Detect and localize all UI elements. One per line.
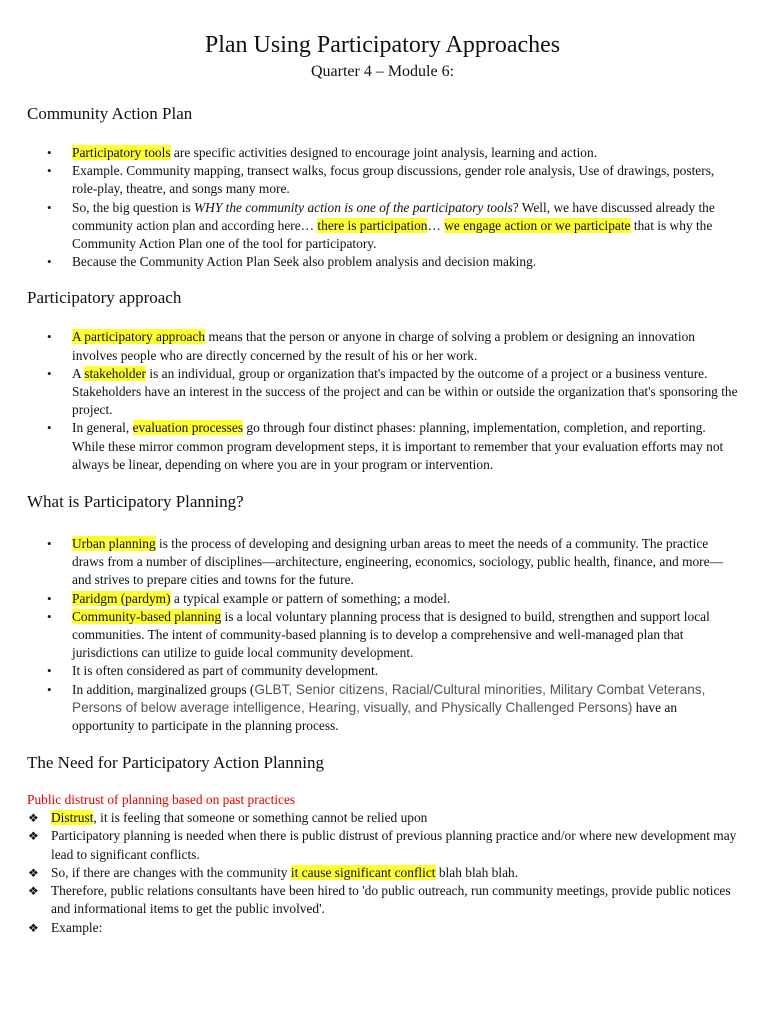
page-subtitle: Quarter 4 – Module 6: xyxy=(310,63,455,80)
diamond-bullet-icon: ❖ xyxy=(28,829,39,844)
highlighted-term: Participatory tools xyxy=(72,145,171,160)
diamond-bullet-icon: ❖ xyxy=(28,811,39,826)
list-item: • A stakeholder is an individual, group or organization that's impacted by the outcome of a project or a business venture. Stakeholders have an interest in the success of the project and can be within or outside the organization that's sponsoring the project. xyxy=(47,365,738,418)
list-item: • A participatory approach means that the person or anyone in charge of solving a problem or designing an innovation involves people who are directly concerned by the result of his or her work. xyxy=(47,329,695,363)
highlighted-term: A participatory approach xyxy=(72,329,206,345)
participatory-approach-list xyxy=(27,328,738,474)
bullet-dot-icon: • xyxy=(47,681,52,697)
list-item: • It is often considered as part of community development. xyxy=(27,662,738,680)
bullet-dot-icon: • xyxy=(47,536,52,552)
red-subheading: Public distrust of planning based on past practices xyxy=(27,792,296,808)
bullet-dot-icon: • xyxy=(47,199,52,215)
list-item: ❖ Distrust, it is feeling that someone or something cannot be relied upon xyxy=(27,809,738,827)
list-item: ❖ Therefore, public relations consultants have been hired to 'do public outreach, run community meetings, provide public notices and informational items to get the public involved'. xyxy=(28,883,731,917)
list-item: • Community-based planning is a local voluntary planning process that is designed to build, strengthen and support local communities. The intent of community-based planning is to develop a comprehensive and well-managed plan that jurisdictions can utilize to guide local community development. xyxy=(47,608,710,661)
participatory-planning-list xyxy=(27,535,738,735)
list-item: ❖ Example: xyxy=(27,919,738,937)
list-item: • Example. Community mapping, transect walks, focus group discussions, gender role analysis, Use of drawings, posters, role-play, theatre, and songs many more. xyxy=(47,163,715,197)
bullet-dot-icon: • xyxy=(47,329,52,345)
list-item: • In general, evaluation processes go through four distinct phases: planning, implementation, completion, and reporting. While these mirror common program development steps, it is important to remember that your evaluation efforts may not always be linear, depending on where you are in your program or intervention. xyxy=(47,420,724,472)
bullet-dot-icon: • xyxy=(47,420,52,436)
need-list xyxy=(27,809,738,936)
diamond-bullet-icon: ❖ xyxy=(28,865,39,880)
bullet-dot-icon: • xyxy=(47,590,52,606)
community-action-plan-list xyxy=(27,144,738,271)
list-item: • In addition, marginalized groups (GLBT, Senior citizens, Racial/Cultural minorities, Military Combat Veterans, Persons of below average intelligence, Hearing, visually, and Physically Challenged Persons) have an opportunity to participate in the planning process. xyxy=(47,681,706,734)
bullet-dot-icon: • xyxy=(47,163,52,179)
highlighted-term: there is participation xyxy=(317,217,428,233)
list-item: • Participatory tools are specific activities designed to encourage joint analysis, learning and action. xyxy=(27,144,738,162)
highlighted-term: Urban planning xyxy=(72,536,156,552)
bullet-dot-icon: • xyxy=(47,663,52,679)
bullet-dot-icon: • xyxy=(47,365,52,381)
list-item: ❖ So, if there are changes with the community it cause significant conflict blah blah blah. xyxy=(27,864,738,882)
diamond-bullet-icon: ❖ xyxy=(28,920,39,935)
list-item: ❖ Participatory planning is needed when there is public distrust of previous planning practice and/or where new development may lead to significant conflicts. xyxy=(28,828,737,862)
section-heading-community-action-plan: Community Action Plan xyxy=(27,104,193,123)
list-item: • So, the big question is WHY the community action is one of the participatory tools? Well, we have discussed already the community action plan and according here… there is participation… we engage action or we participate that is why the Community Action Plan one of the tool for participatory. xyxy=(47,199,715,252)
diamond-bullet-icon: ❖ xyxy=(28,884,39,899)
section-heading-participatory-planning: What is Participatory Planning? xyxy=(27,492,244,512)
highlighted-term: Community-based planning xyxy=(72,608,222,624)
list-item: • Paridgm (pardym) a typical example or pattern of something; a model. xyxy=(27,590,738,608)
highlighted-term: Paridgm (pardym) xyxy=(72,590,171,606)
highlighted-term: Distrust xyxy=(51,810,94,826)
highlighted-term: we engage action or we participate xyxy=(444,217,631,233)
page-title: Plan Using Participatory Approaches xyxy=(204,32,561,58)
section-heading-need: The Need for Participatory Action Planning xyxy=(27,753,324,773)
highlighted-term: evaluation processes xyxy=(132,420,244,436)
highlighted-term: it cause significant conflict xyxy=(290,864,436,880)
bullet-dot-icon: • xyxy=(47,254,52,270)
section-heading-participatory-approach: Participatory approach xyxy=(27,288,182,308)
list-item: • Because the Community Action Plan Seek also problem analysis and decision making. xyxy=(27,253,738,271)
highlighted-term: stakeholder xyxy=(84,365,147,381)
bullet-dot-icon: • xyxy=(47,145,52,160)
bullet-dot-icon: • xyxy=(47,608,52,624)
list-item: • Urban planning is the process of developing and designing urban areas to meet the needs of a community. The practice draws from a number of disciplines—architecture, engineering, economics, sociology, public health, finance, and more—and strives to prepare cities and towns for the future. xyxy=(47,536,723,588)
